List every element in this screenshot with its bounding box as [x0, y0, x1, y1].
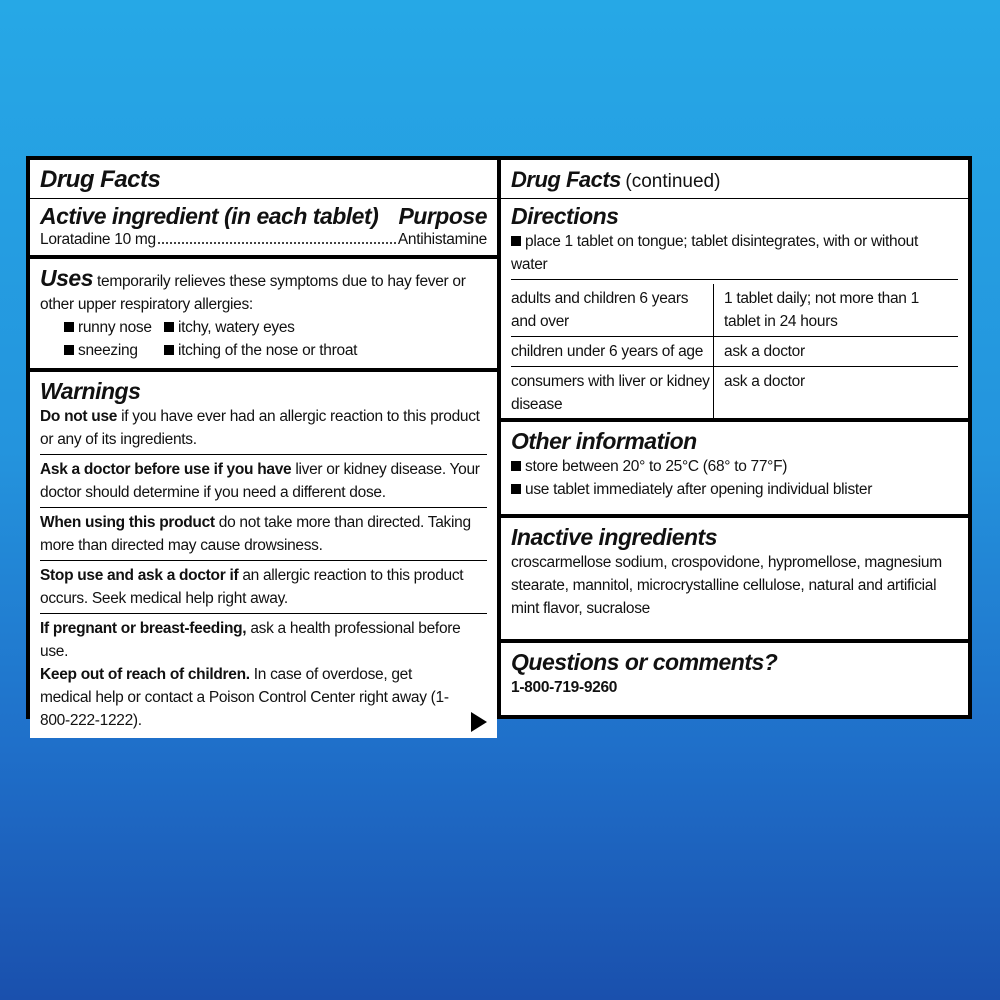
table-cell: 1 tablet daily; not more than 1 tablet in 24 hours	[714, 284, 959, 337]
table-row	[511, 284, 958, 337]
warning-do-not-use: Do not use if you have ever had an allergic reaction to this product or any of its ingredients.	[40, 408, 480, 448]
right-column	[501, 160, 968, 715]
drug-facts-title: Drug Facts	[40, 166, 161, 193]
inactive-ingredients-section	[501, 518, 968, 639]
active-ingredient-heading: Active ingredient (in each tablet)	[40, 203, 379, 229]
list-item: use tablet immediately after opening individual blister	[511, 478, 958, 501]
list-item: itching of the nose or throat	[164, 339, 364, 362]
bullet-icon	[64, 345, 74, 355]
table-cell: consumers with liver or kidney disease	[511, 367, 714, 420]
drug-facts-label	[26, 156, 972, 729]
bullet-icon	[164, 345, 174, 355]
divider	[40, 560, 487, 561]
uses-text: temporarily relieves these symptoms due to hay fever or other upper respiratory allergies:	[40, 273, 466, 313]
other-information-section	[501, 422, 968, 514]
bullet-icon	[511, 236, 521, 246]
divider	[501, 198, 968, 199]
warnings-section	[30, 372, 497, 738]
directions-bullet: place 1 tablet on tongue; tablet disintegrates, with or without water	[511, 233, 918, 273]
ingredient-name: Loratadine 10 mg	[40, 231, 156, 248]
other-information-heading: Other information	[511, 428, 697, 454]
questions-section	[501, 643, 968, 715]
active-heading-row	[40, 203, 487, 230]
directions-section	[501, 160, 968, 418]
warning-stop-use: Stop use and ask a doctor if an allergic reaction to this product occurs. Seek medical help right away.	[40, 567, 464, 607]
divider	[40, 613, 487, 614]
uses-heading: Uses	[40, 265, 93, 291]
questions-phone: 1-800-719-9260	[511, 679, 618, 696]
list-item: store between 20° to 25°C (68° to 77°F)	[511, 455, 958, 478]
divider	[40, 507, 487, 508]
dot-leader	[158, 242, 396, 244]
continued-title: Drug Facts (continued)	[511, 167, 721, 192]
dosage-table	[511, 284, 958, 419]
warning-ask-doctor: Ask a doctor before use if you have liver or kidney disease. Your doctor should determine if you need a different dose.	[40, 461, 480, 501]
divider	[30, 198, 497, 199]
uses-section	[30, 259, 497, 368]
inactive-ingredients-text: croscarmellose sodium, crospovidone, hypromellose, magnesium stearate, mannitol, microcrystalline cellulose, natural and artificial mint flavor, sucralose	[511, 554, 942, 617]
directions-heading: Directions	[511, 203, 619, 229]
ingredient-row	[40, 230, 487, 249]
warning-keep-out: Keep out of reach of children. In case of overdose, get medical help or contact a Poison Control Center right away (1-800-222-1222).	[40, 663, 487, 732]
bullet-icon	[511, 461, 521, 471]
table-cell: ask a doctor	[714, 337, 959, 367]
table-row	[511, 337, 958, 367]
left-column	[30, 160, 497, 729]
uses-list	[64, 316, 487, 362]
warnings-heading: Warnings	[40, 378, 141, 404]
continue-arrow-icon	[471, 712, 487, 732]
list-item: sneezing	[64, 339, 164, 362]
table-row	[511, 367, 958, 420]
table-cell: children under 6 years of age	[511, 337, 714, 367]
bullet-icon	[64, 322, 74, 332]
warning-when-using: When using this product do not take more than directed. Taking more than directed may cause drowsiness.	[40, 514, 471, 554]
bullet-icon	[164, 322, 174, 332]
bullet-icon	[511, 484, 521, 494]
questions-heading: Questions or comments?	[511, 649, 778, 675]
table-cell: ask a doctor	[714, 367, 959, 420]
list-item: itchy, watery eyes	[164, 316, 364, 339]
warning-pregnant: If pregnant or breast-feeding, ask a health professional before use.	[40, 620, 461, 660]
list-item: runny nose	[64, 316, 164, 339]
table-cell: adults and children 6 years and over	[511, 290, 689, 330]
ingredient-purpose: Antihistamine	[397, 231, 487, 248]
active-ingredient-section	[30, 160, 497, 255]
uses-paragraph	[40, 265, 487, 316]
purpose-heading: Purpose	[398, 203, 487, 229]
divider	[511, 279, 958, 280]
inactive-ingredients-heading: Inactive ingredients	[511, 524, 718, 550]
divider	[40, 454, 487, 455]
